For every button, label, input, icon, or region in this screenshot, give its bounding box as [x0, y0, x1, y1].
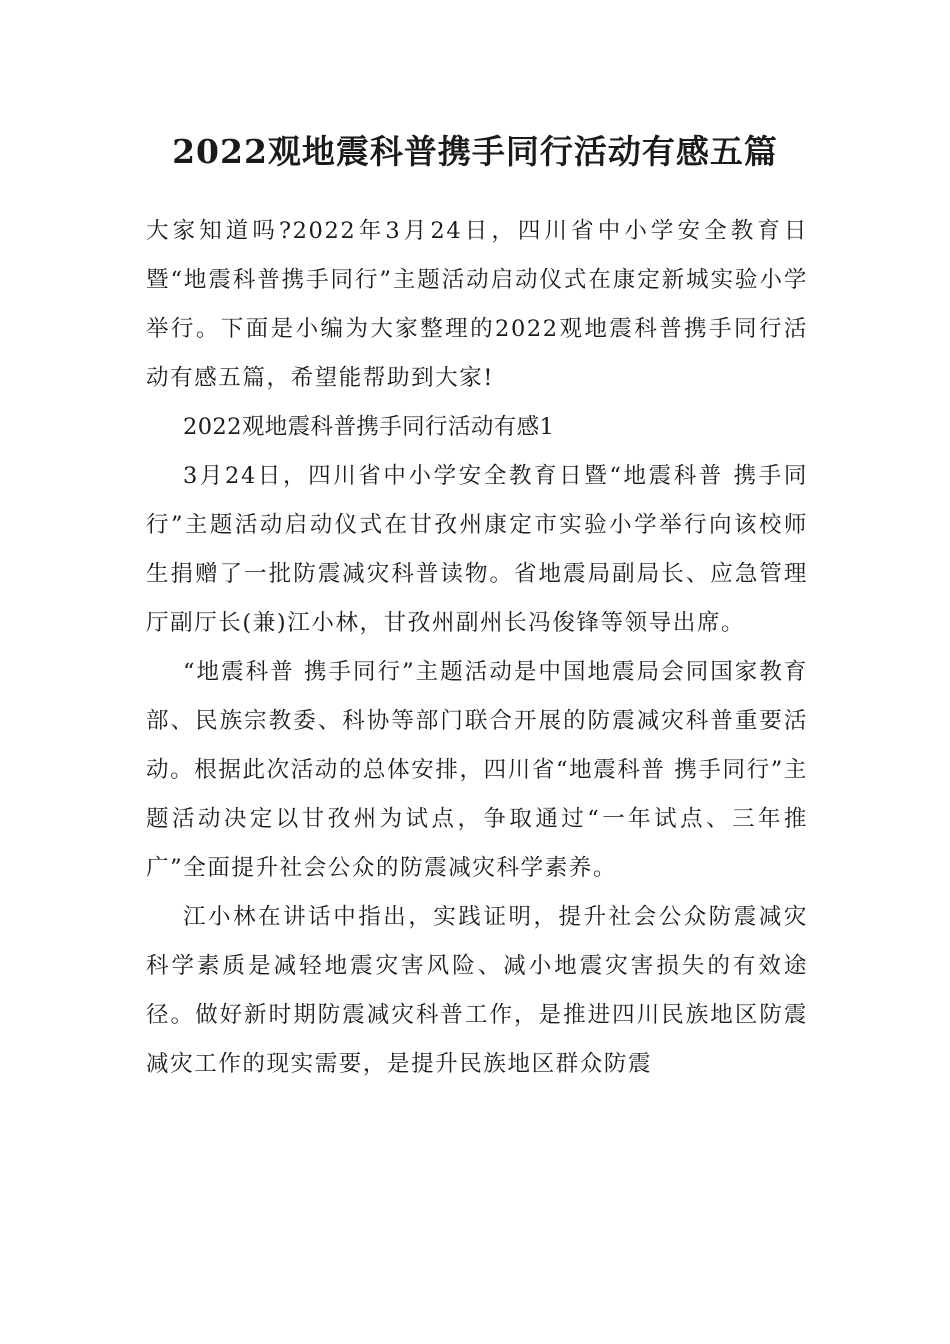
- document-body: [146, 207, 808, 1089]
- document-title: 2022观地震科普携手同行活动有感五篇: [172, 132, 778, 171]
- body-paragraph: 3月24日，四川省中小学安全教育日暨“地震科普 携手同行”主题活动启动仪式在甘孜州康定市实验小学举行向该校师生捐赠了一批防震减灾科普读物。省地震局副局长、应急管理厅副厅长(兼)江小林，甘孜州副州长冯俊锋等领导出席。: [146, 463, 808, 636]
- body-paragraph: 江小林在讲话中指出，实践证明，提升社会公众防震减灾科学素质是减轻地震灾害风险、减小地震灾害损失的有效途径。做好新时期防震减灾科普工作，是推进四川民族地区防震减灾工作的现实需要，是提升民族地区群众防震: [146, 904, 808, 1077]
- section-heading: 2022观地震科普携手同行活动有感1: [183, 414, 555, 440]
- body-paragraph: “地震科普 携手同行”主题活动是中国地震局会同国家教育部、民族宗教委、科协等部门联合开展的防震减灾科普重要活动。根据此次活动的总体安排，四川省“地震科普 携手同行”主题活动决定以甘孜州为试点，争取通过“一年试点、三年推广”全面提升社会公众的防震减灾科学素养。: [146, 659, 808, 881]
- intro-paragraph: 大家知道吗?2022年3月24日，四川省中小学安全教育日暨“地震科普携手同行”主题活动启动仪式在康定新城实验小学举行。下面是小编为大家整理的2022观地震科普携手同行活动有感五篇，希望能帮助到大家!: [146, 218, 808, 391]
